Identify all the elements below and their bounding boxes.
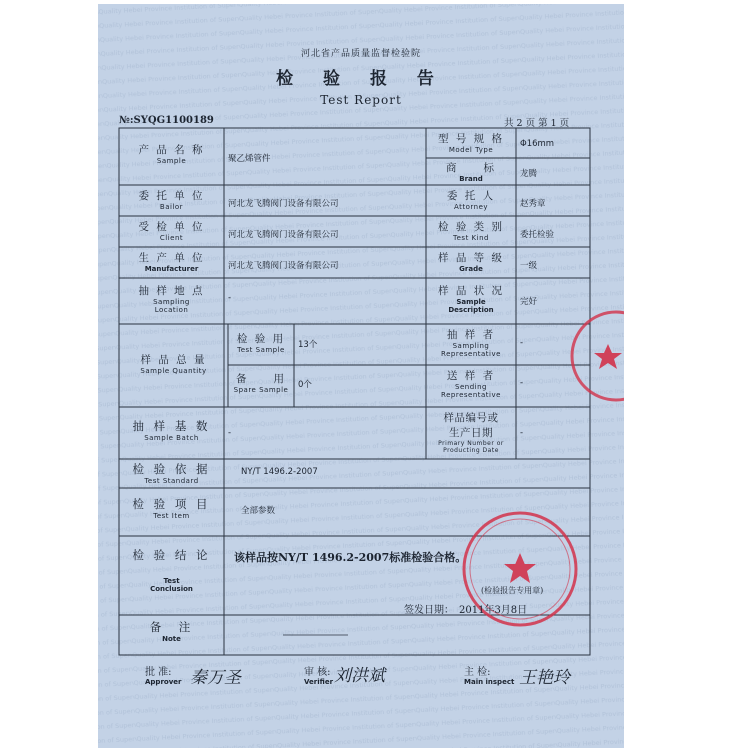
sending-rep-label: 送 样 者 Sending Representative (441, 370, 501, 399)
test-conclusion-label: 检 验 结 论 Test Conclusion (132, 548, 211, 593)
grade-value: 一级 (520, 261, 538, 271)
client-value: 河北龙飞腾阀门设备有限公司 (228, 230, 339, 240)
test-standard-value: NY/T 1496.2-2007 (241, 467, 318, 477)
verifier-signature: 刘洪斌 (334, 666, 385, 686)
sampling-location-value: - (228, 293, 232, 303)
test-sample-value: 13个 (298, 340, 318, 350)
sample-description-label: 样 品 状 况 Sample Description (437, 285, 504, 314)
manufacturer-value: 河北龙飞腾阀门设备有限公司 (228, 261, 339, 271)
sample-label: 产 品 名 称 Sample (138, 144, 205, 165)
bailor-value: 河北龙飞腾阀门设备有限公司 (228, 199, 339, 209)
spare-sample-label: 备 用 Spare Sample (233, 373, 289, 394)
grade-label: 样 品 等 级 Grade (437, 252, 504, 273)
main-inspect-signature: 王艳玲 (519, 668, 570, 688)
test-sample-label: 检 验 用 Test Sample (236, 333, 286, 354)
note-label: 备 注 Note (149, 620, 194, 643)
sample-quantity-label: 样 品 总 量 Sample Quantity (140, 354, 207, 375)
brand-value: 龙腾 (520, 169, 538, 179)
main-inspect-signature-block: 主 检: Main inspect (464, 667, 515, 686)
sample-batch-label: 抽 样 基 数 Sample Batch (132, 419, 211, 442)
sample-description-value: 完好 (520, 297, 538, 307)
primary-number-value: - (520, 428, 524, 438)
sending-rep-value: - (520, 378, 524, 388)
attorney-label: 委 托 人 Attorney (446, 190, 496, 211)
approver-signature: 秦万圣 (190, 668, 241, 688)
test-standard-label: 检 验 依 据 Test Standard (132, 462, 211, 485)
sample-value: 聚乙烯管件 (228, 154, 271, 164)
test-kind-value: 委托检验 (520, 230, 555, 240)
test-item-label: 检 验 项 目 Test Item (132, 497, 211, 520)
stamp-note: (检验报告专用章) (481, 586, 544, 595)
test-item-value: 全部参数 (241, 506, 276, 516)
verifier-signature-block: 审 核: Verifier (304, 667, 334, 686)
approver-signature-block: 批 准: Approver (145, 667, 182, 686)
report-sheet (98, 4, 624, 748)
sampling-rep-value: - (520, 338, 524, 348)
test-conclusion-value: 该样品按NY/T 1496.2-2007标准检验合格。 (234, 551, 467, 564)
sample-batch-value: - (228, 428, 232, 438)
report-title-en: Test Report (320, 93, 402, 107)
sampling-location-label: 抽 样 地 点 Sampling Location (138, 285, 205, 314)
report-number: №:SYQG1100189 (119, 115, 214, 126)
bailor-label: 委 托 单 位 Bailor (138, 190, 205, 211)
model-type-value: Φ16mm (520, 139, 555, 149)
attorney-value: 赵秀章 (520, 199, 546, 209)
brand-label: 商 标 Brand (446, 162, 496, 183)
sampling-rep-label: 抽 样 者 Sampling Representative (441, 329, 501, 358)
client-label: 受 检 单 位 Client (138, 221, 205, 242)
page-indicator: 共 2 页 第 1 页 (504, 118, 570, 129)
report-title: 检 验 报 告 (276, 69, 446, 89)
model-type-label: 型 号 规 格 Model Type (437, 133, 504, 154)
test-kind-label: 检 验 类 别 Test Kind (437, 221, 504, 242)
primary-number-label: 样品编号或 生产日期 Primary Number or Producting Date (438, 412, 504, 454)
manufacturer-label: 生 产 单 位 Manufacturer (138, 252, 205, 273)
institute-name: 河北省产品质量监督检验院 (300, 49, 421, 59)
spare-sample-value: 0个 (298, 380, 312, 390)
issue-date: 签发日期： 2011年3月8日 (404, 605, 528, 616)
